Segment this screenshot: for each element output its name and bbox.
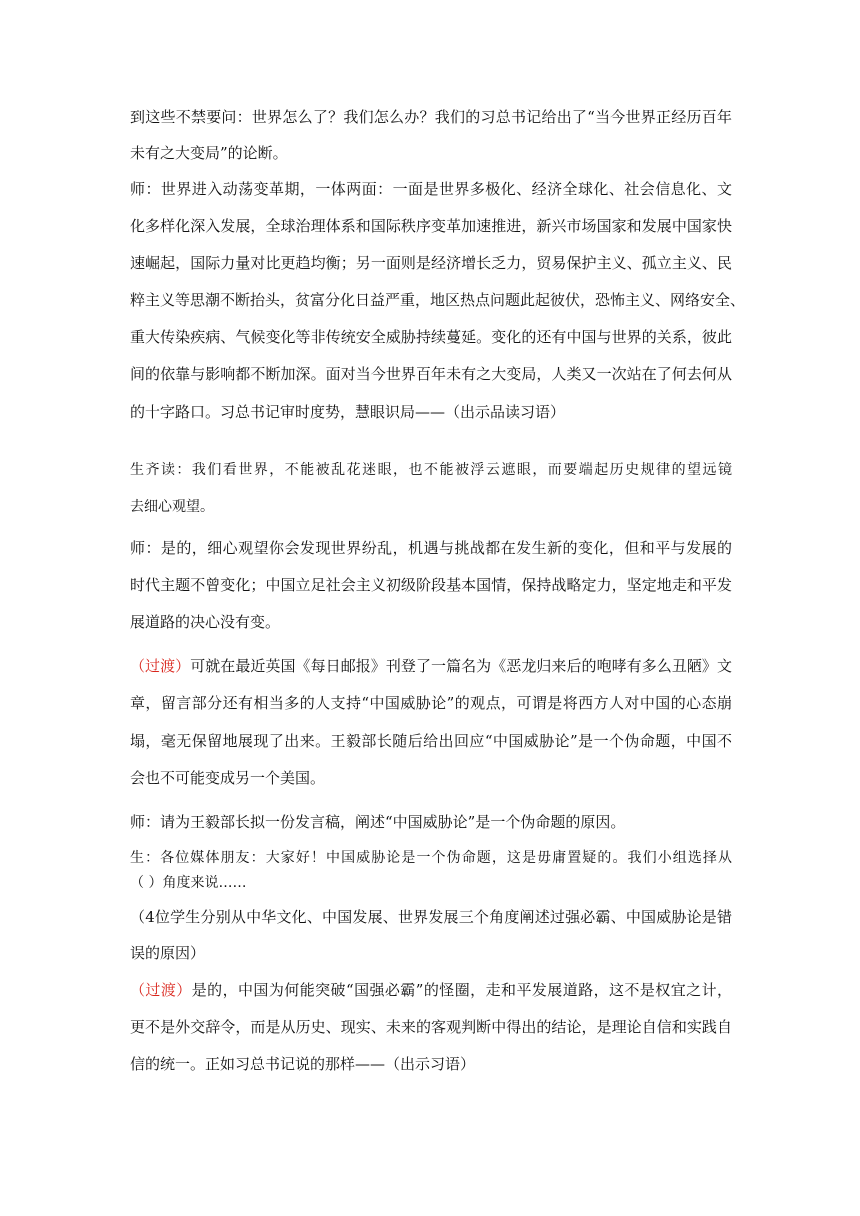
text-line: （ ）角度来说…… — [130, 875, 247, 891]
paragraph-teacher-task — [130, 804, 732, 840]
text-line: 时代主题不曾变化；中国立足社会主义初级阶段基本国情，保持战略定力，坚定地走和平发 — [130, 576, 732, 594]
text-line: 粹主义等思潮不断抬头，贫富分化日益严重，地区热点问题此起彼伏，恐怖主义、网络安全、 — [130, 291, 746, 310]
text-line: 塌，毫无保留地展现了出来。王毅部长随后给出回应“中国威胁论”是一个伪命题，中国不 — [130, 731, 732, 750]
text-line: 未有之大变局”的论断。 — [130, 144, 288, 162]
paragraph-transition-daily-mail — [130, 648, 732, 797]
text-line: 的十字路口。习总书记审时度势，慧眼识局——（出示品读习语） — [130, 402, 566, 421]
text-line: 去细心观望。 — [130, 499, 214, 515]
paragraph-world-change-question — [130, 99, 732, 171]
paragraph-teacher-careful-observation — [130, 530, 732, 641]
text-line: （4位学生分别从中华文化、中国发展、世界发展三个角度阐述过强必霸、中国威胁论是错 — [130, 908, 732, 926]
text-line: 速崛起，国际力量对比更趋均衡；另一面则是经济增长乏力，贸易保护主义、孤立主义、民 — [130, 254, 732, 273]
paragraph-transition-peaceful-development — [130, 972, 732, 1083]
text-line: 更不是外交辞令，而是从历史、现实、未来的客观判断中得出的结论，是理论自信和实践自 — [130, 1018, 732, 1036]
text-line: 生齐读：我们看世界，不能被乱花迷眼，也不能被浮云遮眼，而要端起历史规律的望远镜 — [130, 462, 732, 478]
text-line: 信的统一。正如习总书记说的那样——（出示习语） — [130, 1055, 476, 1073]
paragraph-teacher-world-turbulence — [130, 171, 746, 431]
text-line: 重大传染疾病、气候变化等非传统安全威胁持续蔓延。变化的还有中国与世界的关系，彼此 — [130, 328, 732, 347]
text-line: 生：各位媒体朋友：大家好！中国威胁论是一个伪命题，这是毋庸置疑的。我们小组选择从 — [130, 850, 732, 866]
paragraph-student-speech — [130, 846, 732, 896]
paragraph-student-groups-note — [130, 899, 732, 971]
text-line: 师：世界进入动荡变革期，一体两面：一面是世界多极化、经济全球化、社会信息化、文 — [130, 180, 732, 198]
text-line: 间的依靠与影响都不断加深。面对当今世界百年未有之大变局，人类又一次站在了何去何从 — [130, 365, 732, 384]
text-line: 展道路的决心没有变。 — [130, 613, 281, 631]
transition-label: （过渡） — [130, 657, 191, 675]
text-line: 章，留言部分还有相当多的人支持“中国威胁论”的观点，可谓是将西方人对中国的心态崩 — [130, 694, 732, 713]
text-line: 会也不可能变成另一个美国。 — [130, 768, 326, 787]
text-line: 到这些不禁要问：世界怎么了？我们怎么办？我们的习总书记给出了“当今世界正经历百年 — [130, 108, 732, 126]
text-line — [130, 972, 732, 1009]
text-line: 化多样化深入发展，全球治理体系和国际秩序变革加速推进，新兴市场国家和发展中国家快 — [130, 217, 732, 236]
text-line-content: 是的，中国为何能突破“国强必霸”的怪圈，走和平发展道路，这不是权宜之计， — [191, 981, 732, 999]
text-line: 误的原因） — [130, 944, 206, 962]
transition-label: （过渡） — [130, 981, 192, 999]
text-line: 师：请为王毅部长拟一份发言稿，阐述“中国威胁论”是一个伪命题的原因。 — [130, 813, 626, 831]
text-line — [130, 648, 732, 685]
text-line-content: 可就在最近英国《每日邮报》刊登了一篇名为《恶龙归来后的咆哮有多么丑陋》文 — [190, 657, 732, 675]
paragraph-students-read-together — [130, 452, 732, 526]
text-line: 师：是的，细心观望你会发现世界纷乱，机遇与挑战都在发生新的变化，但和平与发展的 — [130, 539, 732, 557]
